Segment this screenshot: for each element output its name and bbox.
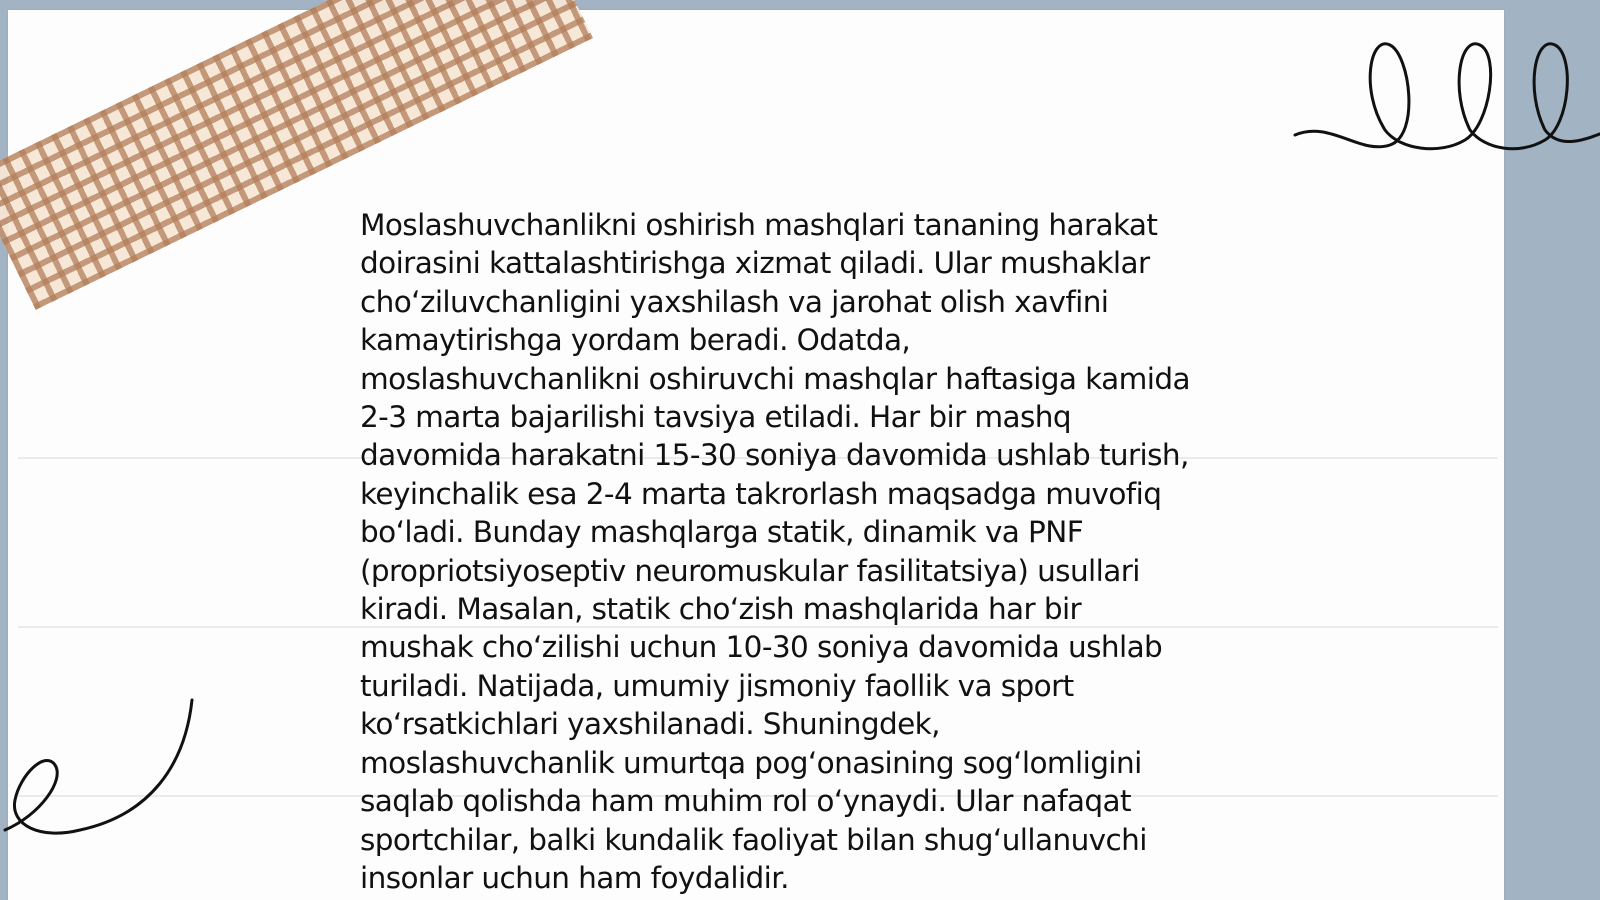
loopy-swirl-doodle [1290,30,1600,170]
curl-swoosh-doodle [0,695,200,845]
body-paragraph: Moslashuvchanlikni oshirish mashqlari tananing harakat doirasini kattalashtirishga xizmat qiladi. Ular mushaklar cho‘ziluvchanligini yaxshilash va jarohat olish xavfini kamaytirishga yordam beradi. Odatda, moslashuvchanlikni oshiruvchi mashqlar haftasiga kamida 2-3 marta bajarilishi tavsiya etiladi. Har bir mashq davomida harakatni 15-30 soniya davomida ushlab turish, keyinchalik esa 2-4 marta takrorlash maqsadga muvofiq bo‘ladi. Bunday mashqlarga statik, dinamik va PNF (propriotsiyoseptiv neuromuskular fasilitatsiya) usullari kiradi. Masalan, statik cho‘zish mashqlarida har bir mushak cho‘zilishi uchun 10-30 soniya davomida ushlab turiladi. Natijada, umumiy jismoniy faollik va sport ko‘rsatkichlari yaxshilanadi. Shuningdek, moslashuvchanlik umurtqa pog‘onasining sog‘lomligini saqlab qolishda ham muhim rol o‘ynaydi. Ular nafaqat sportchilar, balki kundalik faoliyat bilan shug‘ullanuvchi insonlar uchun ham foydalidir. [360,208,1190,895]
